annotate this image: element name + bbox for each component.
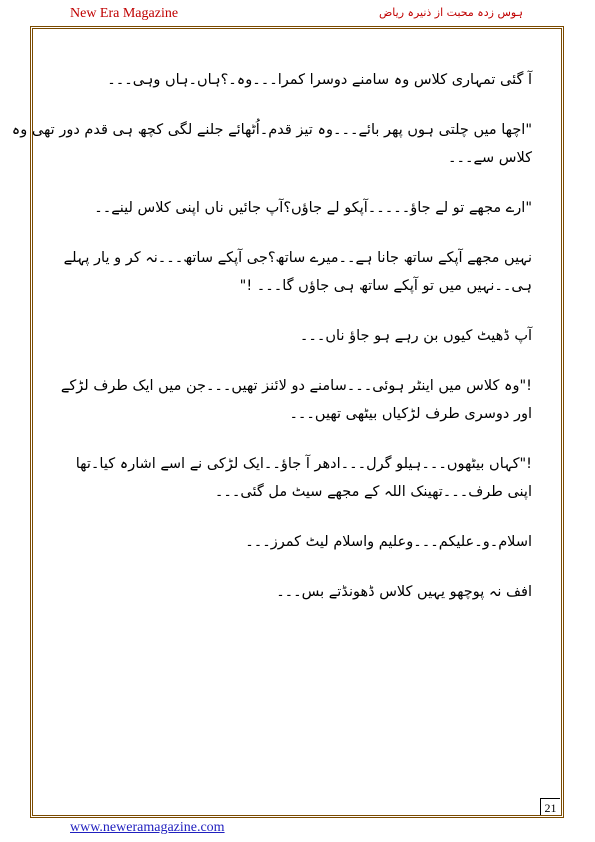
text-line: آ گئی تمہاری کلاس وہ سامنے دوسرا کمرا۔۔۔وہ۔؟ہاں۔ہاں وہی۔۔۔ (107, 72, 532, 88)
text-line: اسلام۔و۔علیکم۔۔۔وعلیم واسلام لیٹ کمرز۔۔۔ (245, 534, 532, 550)
paragraph (11, 116, 532, 172)
story-body (11, 66, 532, 606)
paragraph (80, 528, 532, 556)
page-number: 21 (540, 798, 560, 815)
paragraph (80, 322, 532, 350)
paragraph (60, 372, 532, 428)
text-line: !"وہ کلاس میں اینٹر ہوئی۔۔۔سامنے دو لائنز تھیں۔۔۔جن میں ایک طرف لڑکے (60, 378, 532, 394)
text-line: افف نہ پوچھو یہیں کلاس ڈھونڈتے بس۔۔۔ (276, 584, 532, 600)
magazine-name: New Era Magazine (70, 6, 179, 21)
paragraph (75, 450, 532, 506)
text-line: اپنی طرف۔۔۔تھینک اللہ کے مجھے سیٹ مل گئی۔۔۔ (214, 484, 532, 500)
paragraph (80, 578, 532, 606)
website-link[interactable]: www.neweramagazine.com (70, 820, 225, 835)
text-line: ہی۔۔نہیں میں تو آپکے ساتھ ہی جاؤں گا۔۔۔ !" (239, 278, 532, 294)
text-line: نہیں مجھے آپکے ساتھ جانا ہے۔۔میرے ساتھ؟جی آپکے ساتھ۔۔۔نہ کر و یار پہلے (63, 250, 532, 266)
text-line: "ارے مجھے تو لے جاؤ۔۔۔۔۔آپکو لے جاؤں؟آپ جائیں ناں اپنی کلاس لینے۔۔ (94, 200, 532, 216)
text-line: "اچھا میں چلتی ہوں پھر بائے۔۔۔وہ تیز قدم۔اُٹھائے جلنے لگی کچھ ہی قدم دور تھی وہ (11, 122, 532, 138)
text-line: آپ ڈھیٹ کیوں بن رہے ہو جاؤ ناں۔۔۔ (299, 328, 532, 344)
story-title: ہوس زدہ محبت از ذنیرہ ریاض (379, 6, 523, 19)
paragraph (80, 194, 532, 222)
text-line: !"کہاں بیٹھوں۔۔۔ہیلو گرل۔۔۔ادھر آ جاؤ۔۔ایک لڑکی نے اسے اشارہ کیا۔تھا (75, 456, 532, 472)
text-line: کلاس سے۔۔۔ (448, 150, 532, 166)
text-line: اور دوسری طرف لڑکیاں بیٹھی تھیں۔۔۔ (289, 406, 532, 422)
paragraph (80, 66, 532, 94)
paragraph (63, 244, 532, 300)
